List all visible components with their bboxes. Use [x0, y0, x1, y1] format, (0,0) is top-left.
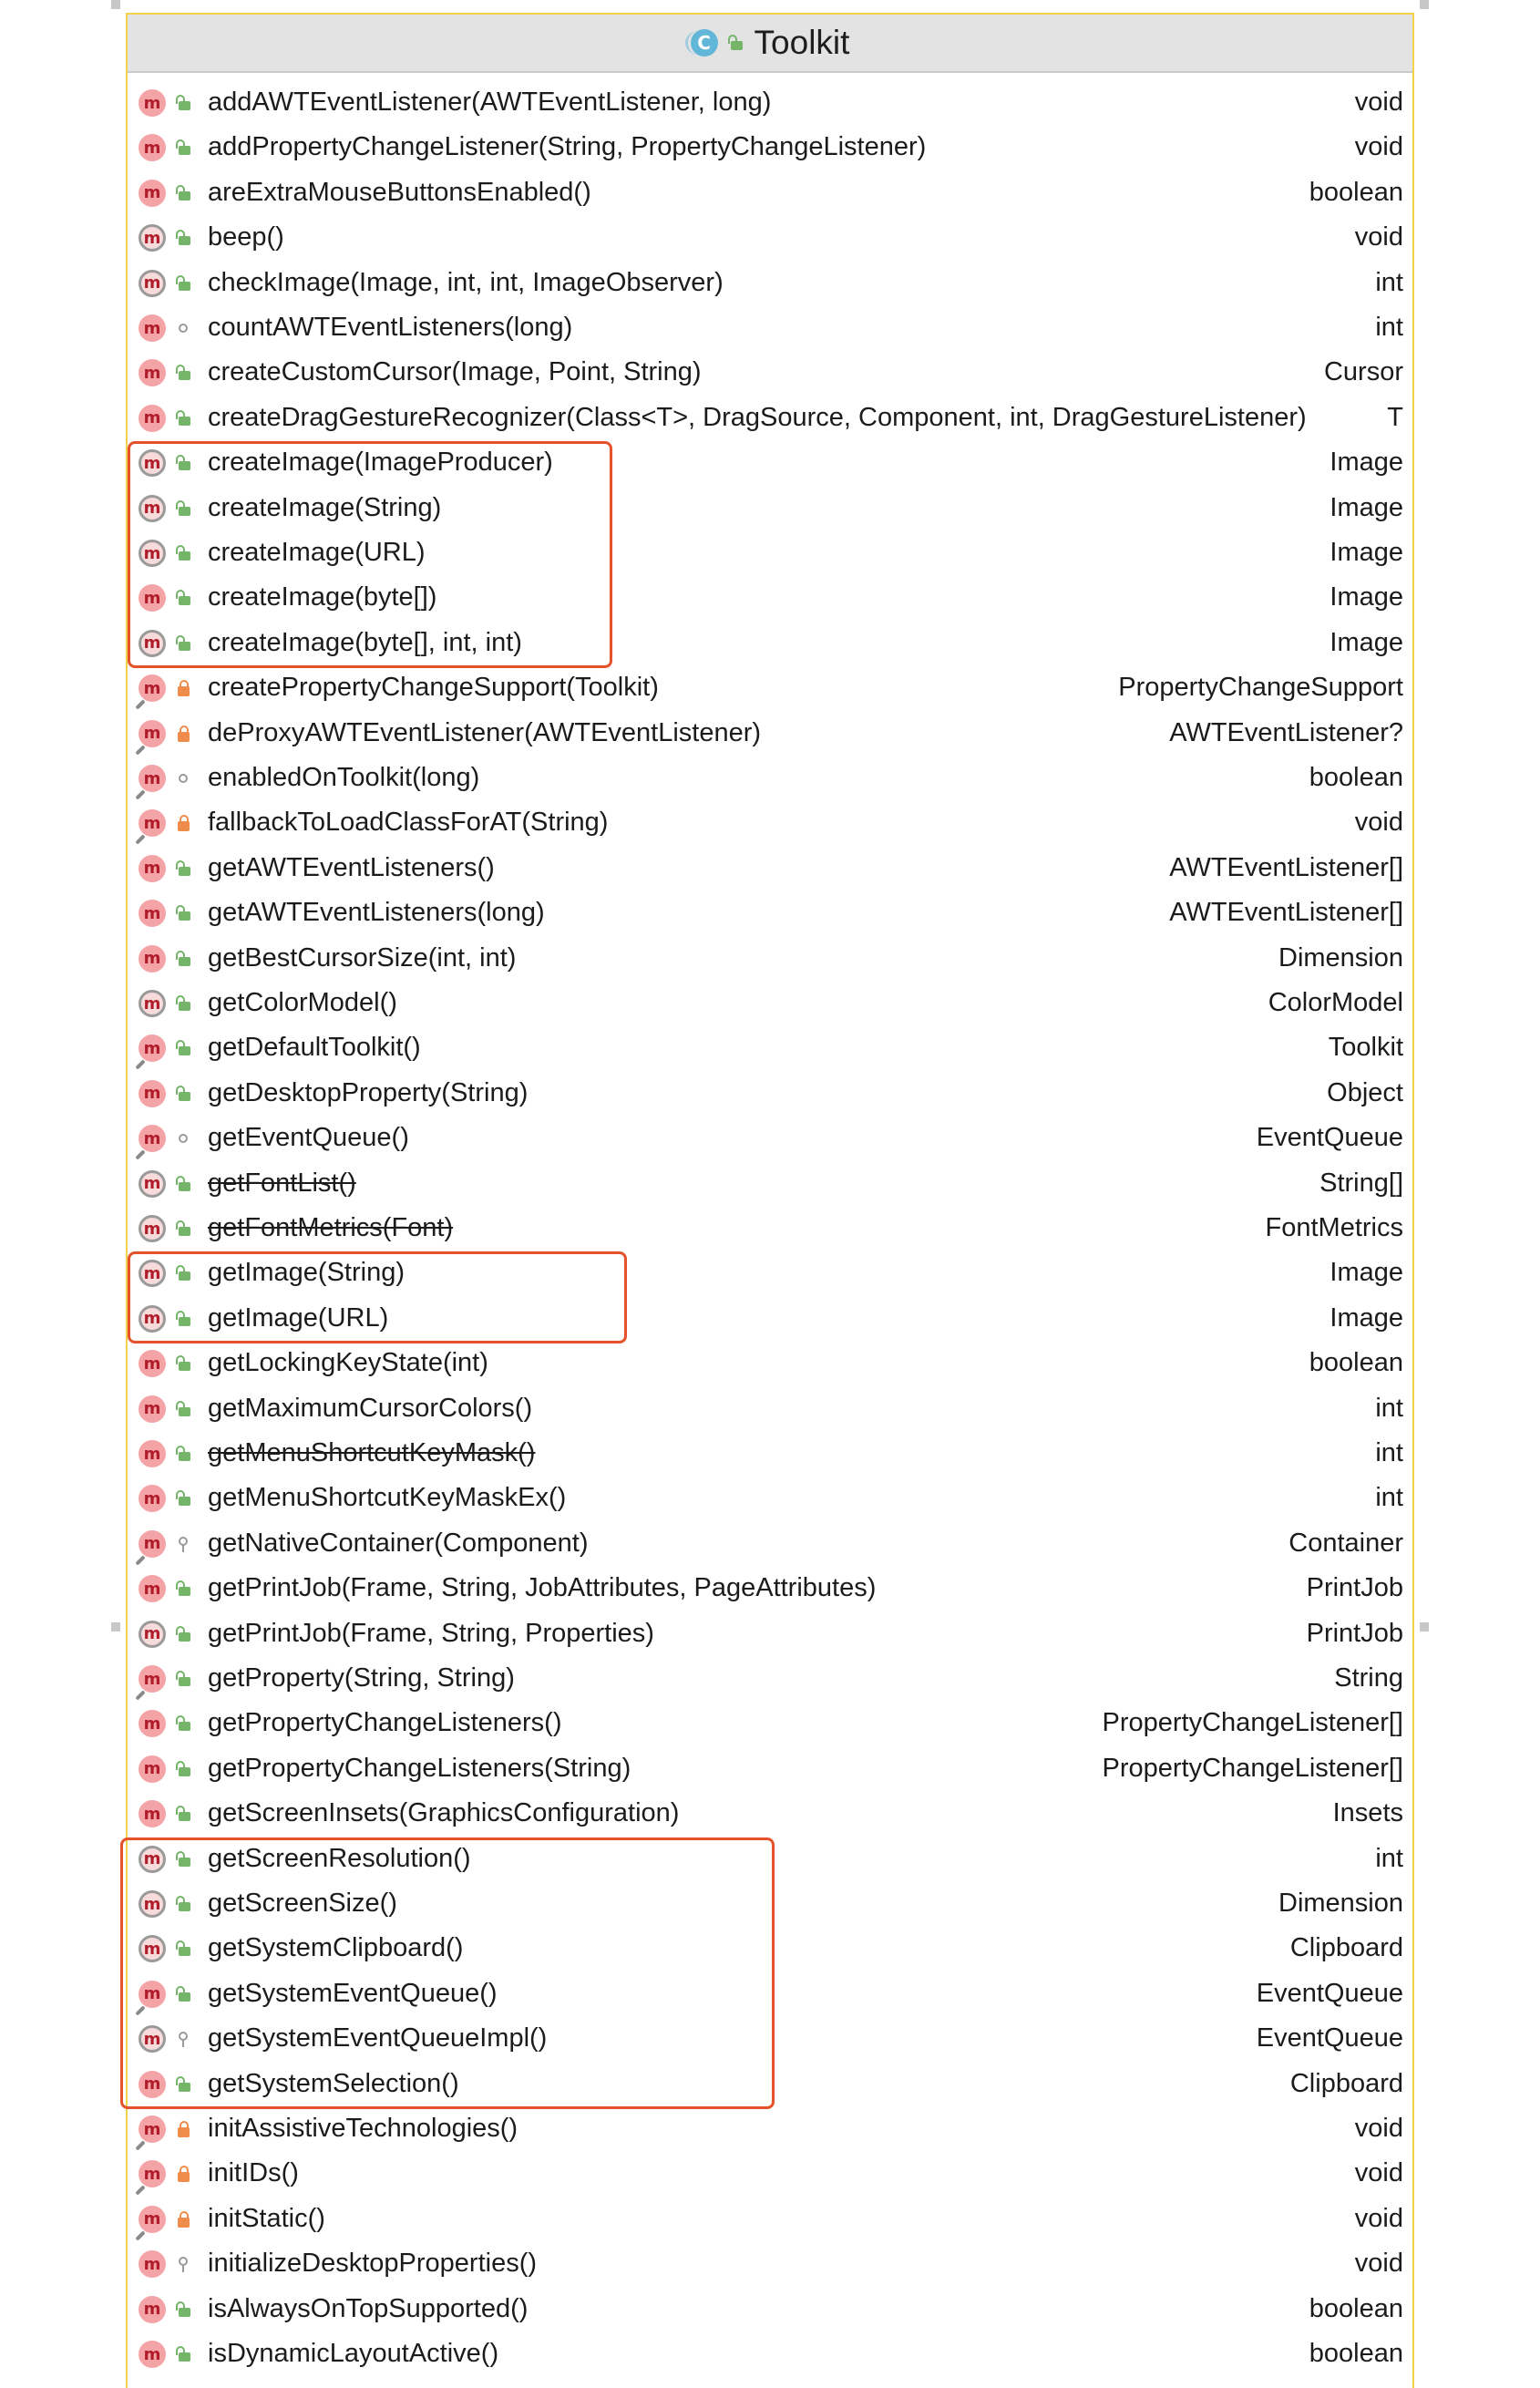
method-signature: areExtraMouseButtonsEnabled()	[208, 177, 591, 207]
method-signature: addPropertyChangeListener(String, PropertyChangeListener)	[208, 132, 927, 162]
override-pin-icon	[135, 2230, 145, 2240]
public-visibility-icon	[175, 185, 191, 201]
method-signature: getPrintJob(Frame, String, Properties)	[208, 1618, 654, 1648]
method-signature: getSystemClipboard()	[208, 1933, 464, 1963]
method-signature: getDesktopProperty(String)	[208, 1077, 529, 1107]
method-signature: getLockingKeyState(int)	[208, 1348, 488, 1378]
method-row[interactable]	[128, 2108, 1412, 2153]
method-return-type: void	[1354, 222, 1403, 252]
resize-handle-top-left[interactable]	[111, 0, 120, 9]
public-visibility-icon	[175, 1040, 191, 1056]
method-return-type: T	[1387, 402, 1403, 432]
method-return-type: String	[1334, 1663, 1403, 1693]
method-row[interactable]	[128, 1568, 1412, 1612]
method-icon: m	[139, 405, 166, 432]
private-visibility-icon	[175, 680, 191, 696]
method-signature: isDynamicLayoutActive()	[208, 2339, 499, 2368]
class-diagram-node[interactable]	[126, 13, 1414, 2388]
method-signature: getEventQueue()	[208, 1123, 409, 1153]
method-signature: getAWTEventListeners()	[208, 852, 495, 882]
public-visibility-icon	[175, 860, 191, 877]
method-signature: getScreenSize()	[208, 1889, 397, 1918]
method-signature: initStatic()	[208, 2203, 325, 2233]
method-row[interactable]	[128, 938, 1412, 983]
method-row[interactable]	[128, 172, 1412, 217]
method-icon: m	[139, 674, 166, 702]
method-return-type: EventQueue	[1256, 1978, 1403, 2008]
method-icon: m	[139, 1530, 166, 1558]
method-row[interactable]	[128, 127, 1412, 171]
method-row[interactable]	[128, 1793, 1412, 1837]
method-signature: createImage(String)	[208, 492, 442, 522]
public-visibility-icon	[175, 1355, 191, 1372]
method-return-type: PropertyChangeListener[]	[1102, 1753, 1403, 1783]
method-return-type: Insets	[1332, 1798, 1403, 1828]
method-icon: m	[139, 720, 166, 747]
method-signature: getMaximumCursorColors()	[208, 1393, 533, 1423]
method-return-type: void	[1354, 808, 1403, 838]
override-pin-icon	[135, 1555, 145, 1565]
method-return-type: int	[1375, 267, 1403, 297]
method-row[interactable]	[128, 1658, 1412, 1703]
method-row[interactable]	[128, 848, 1412, 892]
method-return-type: int	[1375, 1483, 1403, 1513]
method-return-type: void	[1354, 2249, 1403, 2279]
method-row[interactable]	[128, 1703, 1412, 1747]
method-row[interactable]	[128, 82, 1412, 127]
method-row[interactable]	[128, 892, 1412, 937]
method-row[interactable]	[128, 307, 1412, 352]
method-icon: m	[139, 134, 166, 161]
override-pin-icon	[135, 2186, 145, 2196]
public-visibility-icon	[175, 1220, 191, 1237]
class-header[interactable]	[128, 15, 1412, 73]
method-signature: createDragGestureRecognizer(Class<T>, DragSource, Component, int, DragGestureListener)	[208, 402, 1307, 432]
method-return-type: Dimension	[1278, 1889, 1403, 1918]
public-visibility-icon	[175, 995, 191, 1012]
method-icon: m	[139, 1575, 166, 1602]
method-icon: m	[139, 1755, 166, 1783]
method-return-type: PropertyChangeSupport	[1118, 673, 1403, 703]
method-row[interactable]	[128, 1523, 1412, 1568]
method-signature: countAWTEventListeners(long)	[208, 313, 573, 342]
method-signature: createImage(byte[], int, int)	[208, 627, 522, 657]
public-visibility-icon	[175, 1401, 191, 1417]
public-visibility-icon	[175, 2301, 191, 2318]
public-visibility-icon	[175, 1490, 191, 1507]
method-signature: getPrintJob(Frame, String, JobAttributes, PageAttributes)	[208, 1573, 877, 1603]
method-icon: m	[139, 2071, 166, 2098]
method-icon: m	[139, 540, 166, 567]
method-return-type: int	[1375, 1393, 1403, 1423]
method-icon: m	[139, 584, 166, 612]
method-row[interactable]	[128, 1343, 1412, 1387]
public-visibility-icon	[175, 2346, 191, 2362]
method-icon: m	[139, 1485, 166, 1512]
method-row[interactable]	[128, 397, 1412, 442]
method-icon: m	[139, 630, 166, 657]
method-signature: createCustomCursor(Image, Point, String)	[208, 357, 702, 387]
public-visibility-icon	[175, 410, 191, 427]
method-row[interactable]	[128, 983, 1412, 1027]
system-group-highlight-box	[120, 1837, 775, 2109]
method-signature: getImage(String)	[208, 1258, 405, 1288]
method-signature: createImage(byte[])	[208, 582, 437, 612]
method-icon: m	[139, 1440, 166, 1467]
method-return-type: int	[1375, 313, 1403, 342]
method-return-type: Image	[1330, 538, 1403, 567]
method-signature: initializeDesktopProperties()	[208, 2249, 538, 2279]
method-icon: m	[139, 1981, 166, 2008]
method-return-type: Dimension	[1278, 942, 1403, 973]
method-icon: m	[139, 1034, 166, 1062]
method-signature: checkImage(Image, int, int, ImageObserver)	[208, 267, 724, 297]
method-return-type: PrintJob	[1306, 1573, 1403, 1603]
method-signature: getPropertyChangeListeners()	[208, 1708, 562, 1738]
method-row[interactable]	[128, 2198, 1412, 2243]
public-visibility-icon	[175, 95, 191, 111]
public-visibility-icon	[175, 951, 191, 967]
method-signature: getAWTEventListeners(long)	[208, 898, 545, 928]
method-return-type: void	[1354, 132, 1403, 162]
method-icon: m	[139, 2296, 166, 2323]
method-row[interactable]	[128, 2243, 1412, 2288]
method-signature: enabledOnToolkit(long)	[208, 763, 480, 792]
method-signature: isAlwaysOnTopSupported()	[208, 2293, 529, 2323]
method-row[interactable]	[128, 1613, 1412, 1658]
method-icon: m	[139, 1710, 166, 1737]
method-signature: getSystemEventQueue()	[208, 1978, 498, 2008]
method-return-type: Image	[1330, 448, 1403, 478]
method-icon: m	[139, 900, 166, 927]
method-signature: beep()	[208, 222, 284, 252]
protected-visibility-icon	[175, 2256, 191, 2272]
method-signature: deProxyAWTEventListener(AWTEventListener)	[208, 717, 762, 747]
method-return-type: boolean	[1309, 2339, 1403, 2368]
public-visibility-icon	[175, 1086, 191, 1102]
public-visibility-icon	[175, 905, 191, 921]
method-row[interactable]	[128, 1117, 1412, 1162]
method-signature: createImage(ImageProducer)	[208, 448, 553, 478]
method-return-type: Image	[1330, 1258, 1403, 1288]
class-title: Toolkit	[754, 24, 850, 61]
method-icon: m	[139, 1665, 166, 1693]
method-icon: m	[139, 855, 166, 882]
method-signature: getBestCursorSize(int, int)	[208, 942, 517, 973]
public-lock-icon	[727, 35, 744, 51]
public-visibility-icon	[175, 1715, 191, 1732]
method-return-type: int	[1375, 1438, 1403, 1467]
method-icon: m	[139, 314, 166, 342]
method-signature: getScreenResolution()	[208, 1843, 471, 1873]
method-signature: createPropertyChangeSupport(Toolkit)	[208, 673, 659, 703]
public-visibility-icon	[175, 1806, 191, 1822]
method-return-type: boolean	[1309, 763, 1403, 792]
public-visibility-icon	[175, 1671, 191, 1687]
package-visibility-icon	[175, 770, 191, 787]
method-icon: m	[139, 1890, 166, 1918]
method-return-type: Container	[1288, 1528, 1403, 1558]
method-icon: m	[139, 180, 166, 207]
method-icon: m	[139, 1935, 166, 1962]
method-signature: getImage(URL)	[208, 1302, 389, 1333]
method-icon: m	[139, 224, 166, 252]
override-pin-icon	[135, 2140, 145, 2150]
method-icon: m	[139, 2206, 166, 2233]
method-row[interactable]	[128, 757, 1412, 802]
method-icon: m	[139, 1215, 166, 1242]
method-signature: getNativeContainer(Component)	[208, 1528, 589, 1558]
method-icon: m	[139, 359, 166, 386]
method-icon: m	[139, 765, 166, 792]
method-icon: m	[139, 449, 166, 477]
method-signature: getScreenInsets(GraphicsConfiguration)	[208, 1798, 680, 1828]
method-row[interactable]	[128, 1388, 1412, 1433]
private-visibility-icon	[175, 815, 191, 831]
method-icon: m	[139, 2115, 166, 2143]
method-row[interactable]	[128, 1163, 1412, 1208]
method-icon: m	[139, 2025, 166, 2053]
override-pin-icon	[135, 789, 145, 799]
override-pin-icon	[135, 1690, 145, 1700]
method-icon: m	[139, 1125, 166, 1152]
method-signature: getFontMetrics(Font)	[208, 1213, 454, 1242]
method-icon: m	[139, 2250, 166, 2278]
method-icon: m	[139, 1800, 166, 1827]
public-visibility-icon	[175, 139, 191, 156]
public-visibility-icon	[175, 1446, 191, 1462]
method-signature: getProperty(String, String)	[208, 1663, 515, 1693]
public-visibility-icon	[175, 1761, 191, 1777]
public-visibility-icon	[175, 275, 191, 292]
method-signature: getSystemEventQueueImpl()	[208, 2023, 548, 2053]
method-signature: getPropertyChangeListeners(String)	[208, 1753, 631, 1783]
method-return-type: int	[1375, 1843, 1403, 1873]
method-return-type: void	[1354, 87, 1403, 117]
method-return-type: PrintJob	[1306, 1618, 1403, 1648]
method-row[interactable]	[128, 2153, 1412, 2198]
method-return-type: Image	[1330, 582, 1403, 612]
private-visibility-icon	[175, 2166, 191, 2182]
method-icon: m	[139, 1080, 166, 1107]
method-row[interactable]	[128, 1748, 1412, 1793]
method-return-type: Image	[1330, 627, 1403, 657]
method-row[interactable]	[128, 1208, 1412, 1252]
getImage-group-highlight-box	[128, 1251, 627, 1343]
method-return-type: PropertyChangeListener[]	[1102, 1708, 1403, 1738]
private-visibility-icon	[175, 2211, 191, 2228]
method-icon: m	[139, 1170, 166, 1198]
method-row[interactable]	[128, 217, 1412, 262]
method-icon: m	[139, 2341, 166, 2368]
method-row[interactable]	[128, 262, 1412, 307]
method-signature: addAWTEventListener(AWTEventListener, long)	[208, 87, 772, 117]
public-visibility-icon	[175, 230, 191, 246]
method-icon: m	[139, 1395, 166, 1423]
method-icon: m	[139, 1846, 166, 1873]
method-return-type: boolean	[1309, 1348, 1403, 1378]
method-icon: m	[139, 2160, 166, 2187]
method-row[interactable]	[128, 352, 1412, 396]
method-icon: m	[139, 1305, 166, 1333]
method-signature: getMenuShortcutKeyMask()	[208, 1438, 536, 1467]
method-row[interactable]	[128, 1027, 1412, 1072]
package-visibility-icon	[175, 320, 191, 336]
method-icon: m	[139, 809, 166, 837]
private-visibility-icon	[175, 726, 191, 742]
method-return-type: EventQueue	[1256, 2023, 1403, 2053]
method-return-type: AWTEventListener?	[1169, 717, 1403, 747]
method-signature: getColorModel()	[208, 988, 397, 1017]
method-signature: getMenuShortcutKeyMaskEx()	[208, 1483, 567, 1513]
method-signature: initAssistiveTechnologies()	[208, 2114, 518, 2143]
public-visibility-icon	[175, 1626, 191, 1642]
resize-handle-mid-right[interactable]	[1420, 1622, 1429, 1631]
method-icon: m	[139, 270, 166, 297]
method-signature: createImage(URL)	[208, 538, 426, 567]
method-return-type: String[]	[1319, 1168, 1403, 1198]
createImage-group-highlight-box	[128, 441, 612, 668]
protected-visibility-icon	[175, 1536, 191, 1552]
method-row[interactable]	[128, 2333, 1412, 2378]
method-row[interactable]	[128, 1477, 1412, 1522]
method-signature: getFontList()	[208, 1168, 356, 1198]
method-return-type: boolean	[1309, 177, 1403, 207]
package-visibility-icon	[175, 1130, 191, 1147]
method-return-type: FontMetrics	[1265, 1213, 1403, 1242]
method-row[interactable]	[128, 713, 1412, 757]
method-icon: m	[139, 1621, 166, 1648]
method-return-type: Cursor	[1323, 357, 1403, 387]
method-icon: m	[139, 990, 166, 1017]
method-row[interactable]	[128, 1073, 1412, 1117]
override-pin-icon	[135, 1060, 145, 1070]
override-pin-icon	[135, 745, 145, 755]
method-return-type: void	[1354, 2158, 1403, 2188]
private-visibility-icon	[175, 2121, 191, 2137]
method-return-type: void	[1354, 2203, 1403, 2233]
method-return-type: AWTEventListener[]	[1169, 852, 1403, 882]
resize-handle-top-right[interactable]	[1420, 0, 1429, 9]
method-icon: m	[139, 1260, 166, 1287]
method-signature: fallbackToLoadClassForAT(String)	[208, 808, 609, 838]
method-return-type: Image	[1330, 492, 1403, 522]
method-return-type: Image	[1330, 1302, 1403, 1333]
public-visibility-icon	[175, 365, 191, 381]
method-icon: m	[139, 495, 166, 522]
method-row[interactable]	[128, 802, 1412, 847]
method-return-type: Clipboard	[1289, 1933, 1403, 1963]
method-signature: getSystemSelection()	[208, 2068, 459, 2098]
method-return-type: Toolkit	[1328, 1033, 1403, 1063]
method-signature: initIDs()	[208, 2158, 299, 2188]
public-visibility-icon	[175, 1580, 191, 1597]
method-return-type: void	[1354, 2114, 1403, 2143]
method-row[interactable]	[128, 1433, 1412, 1477]
method-return-type: Clipboard	[1289, 2068, 1403, 2098]
method-signature: getDefaultToolkit()	[208, 1033, 421, 1063]
method-return-type: EventQueue	[1256, 1123, 1403, 1153]
override-pin-icon	[135, 700, 145, 710]
method-icon: m	[139, 89, 166, 117]
method-return-type: boolean	[1309, 2293, 1403, 2323]
override-pin-icon	[135, 1150, 145, 1160]
method-row[interactable]	[128, 667, 1412, 712]
resize-handle-mid-left[interactable]	[111, 1622, 120, 1631]
method-icon: m	[139, 945, 166, 973]
class-icon: C	[691, 29, 718, 57]
method-row[interactable]	[128, 2289, 1412, 2333]
public-visibility-icon	[175, 1176, 191, 1192]
override-pin-icon	[135, 835, 145, 845]
method-return-type: ColorModel	[1268, 988, 1403, 1017]
method-icon: m	[139, 1350, 166, 1377]
method-return-type: Object	[1327, 1077, 1403, 1107]
method-return-type: AWTEventListener[]	[1169, 898, 1403, 928]
